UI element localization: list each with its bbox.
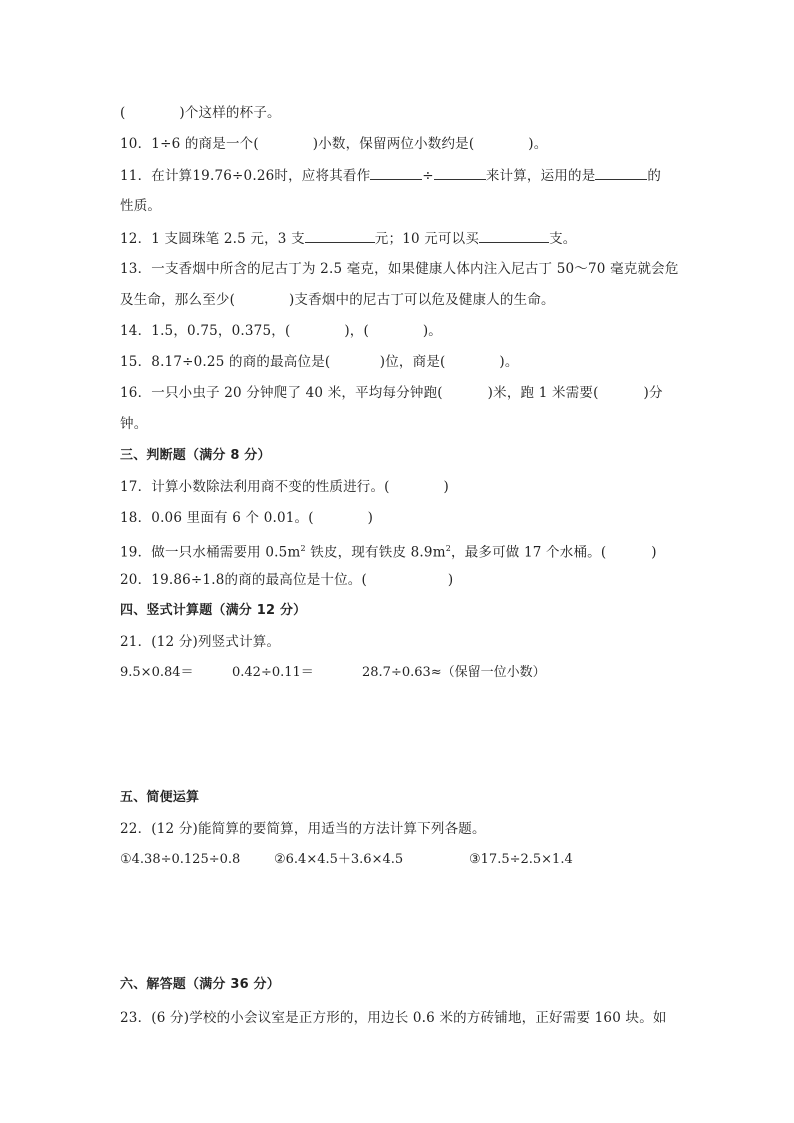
q12-text-a: 12．1 支圆珠笔 2.5 元，3 支 [120, 231, 305, 247]
q19-text-b: 铁皮，现有铁皮 8.9m [305, 544, 446, 561]
question-13-line2: 及生命，那么至少( )支香烟中的尼古丁可以危及健康人的生命。 [120, 292, 555, 308]
superscript: 2 [445, 544, 451, 553]
q11-text-a: 11．在计算19.76÷0.26时，应将其看作 [120, 168, 371, 184]
q22-expression-3: ③17.5÷2.5×1.4 [469, 852, 573, 867]
q11-text-c: 来计算，运用的是 [485, 168, 596, 184]
question-12 [120, 228, 576, 249]
question-13-line1: 13．一支香烟中所含的尼古丁为 2.5 毫克，如果健康人体内注入尼古丁 50～70 毫克就会危 [120, 261, 679, 277]
answer-blank[interactable] [434, 165, 486, 180]
q19-text-a: 19．做一只水桶需要用 0.5m [120, 544, 301, 561]
q12-text-c: 支。 [549, 231, 577, 247]
question-17: 17．计算小数除法利用商不变的性质进行。( ) [120, 479, 450, 495]
q21-expression-2: 0.42÷0.11＝ [232, 665, 314, 680]
question-21: 21．(12 分)列竖式计算。 [120, 634, 281, 650]
question-22: 22．(12 分)能简算的要简算，用适当的方法计算下列各题。 [120, 821, 486, 837]
section-3-heading: 三、判断题（满分 8 分） [120, 448, 271, 463]
question-15: 15．8.17÷0.25 的商的最高位是( )位，商是( )。 [120, 354, 519, 370]
q12-text-b: 元；10 元可以买 [374, 231, 480, 247]
question-23: 23．(6 分)学校的小会议室是正方形的，用边长 0.6 米的方砖铺地，正好需要 160 块。如 [120, 1010, 667, 1026]
q19-text-c: ，最多可做 17 个水桶。( ) [451, 544, 657, 561]
answer-blank[interactable] [479, 228, 549, 243]
question-10: 10．1÷6 的商是一个( )小数，保留两位小数约是( )。 [120, 136, 548, 152]
question-16-line2: 钟。 [120, 416, 148, 432]
section-6-heading: 六、解答题（满分 36 分） [120, 977, 280, 992]
q21-expression-3: 28.7÷0.63≈（保留一位小数） [362, 665, 546, 680]
question-20: 20．19.86÷1.8的商的最高位是十位。( ) [120, 572, 454, 588]
superscript: 2 [300, 544, 306, 553]
q11-text-b: ÷ [422, 168, 434, 184]
answer-blank[interactable] [595, 165, 647, 180]
question-19 [120, 539, 657, 563]
answer-blank[interactable] [370, 165, 422, 180]
q22-expression-2: ②6.4×4.5＋3.6×4.5 [274, 852, 404, 867]
q11-text-d: 的 [647, 168, 662, 184]
question-11-line2: 性质。 [120, 198, 162, 214]
question-11 [120, 165, 661, 186]
question-9-tail: ( )个这样的杯子。 [120, 105, 281, 121]
question-16-line1: 16．一只小虫子 20 分钟爬了 40 米，平均每分钟跑( )米，跑 1 米需要( )分 [120, 385, 663, 401]
question-18: 18．0.06 里面有 6 个 0.01。( ) [120, 510, 374, 526]
section-5-heading: 五、简便运算 [120, 790, 200, 805]
question-14: 14．1.5，0.75，0.375，( )，( )。 [120, 323, 443, 339]
q21-expression-1: 9.5×0.84＝ [120, 665, 194, 680]
q22-expression-1: ①4.38÷0.125÷0.8 [120, 852, 241, 867]
answer-blank[interactable] [305, 228, 375, 243]
section-4-heading: 四、竖式计算题（满分 12 分） [120, 603, 307, 618]
